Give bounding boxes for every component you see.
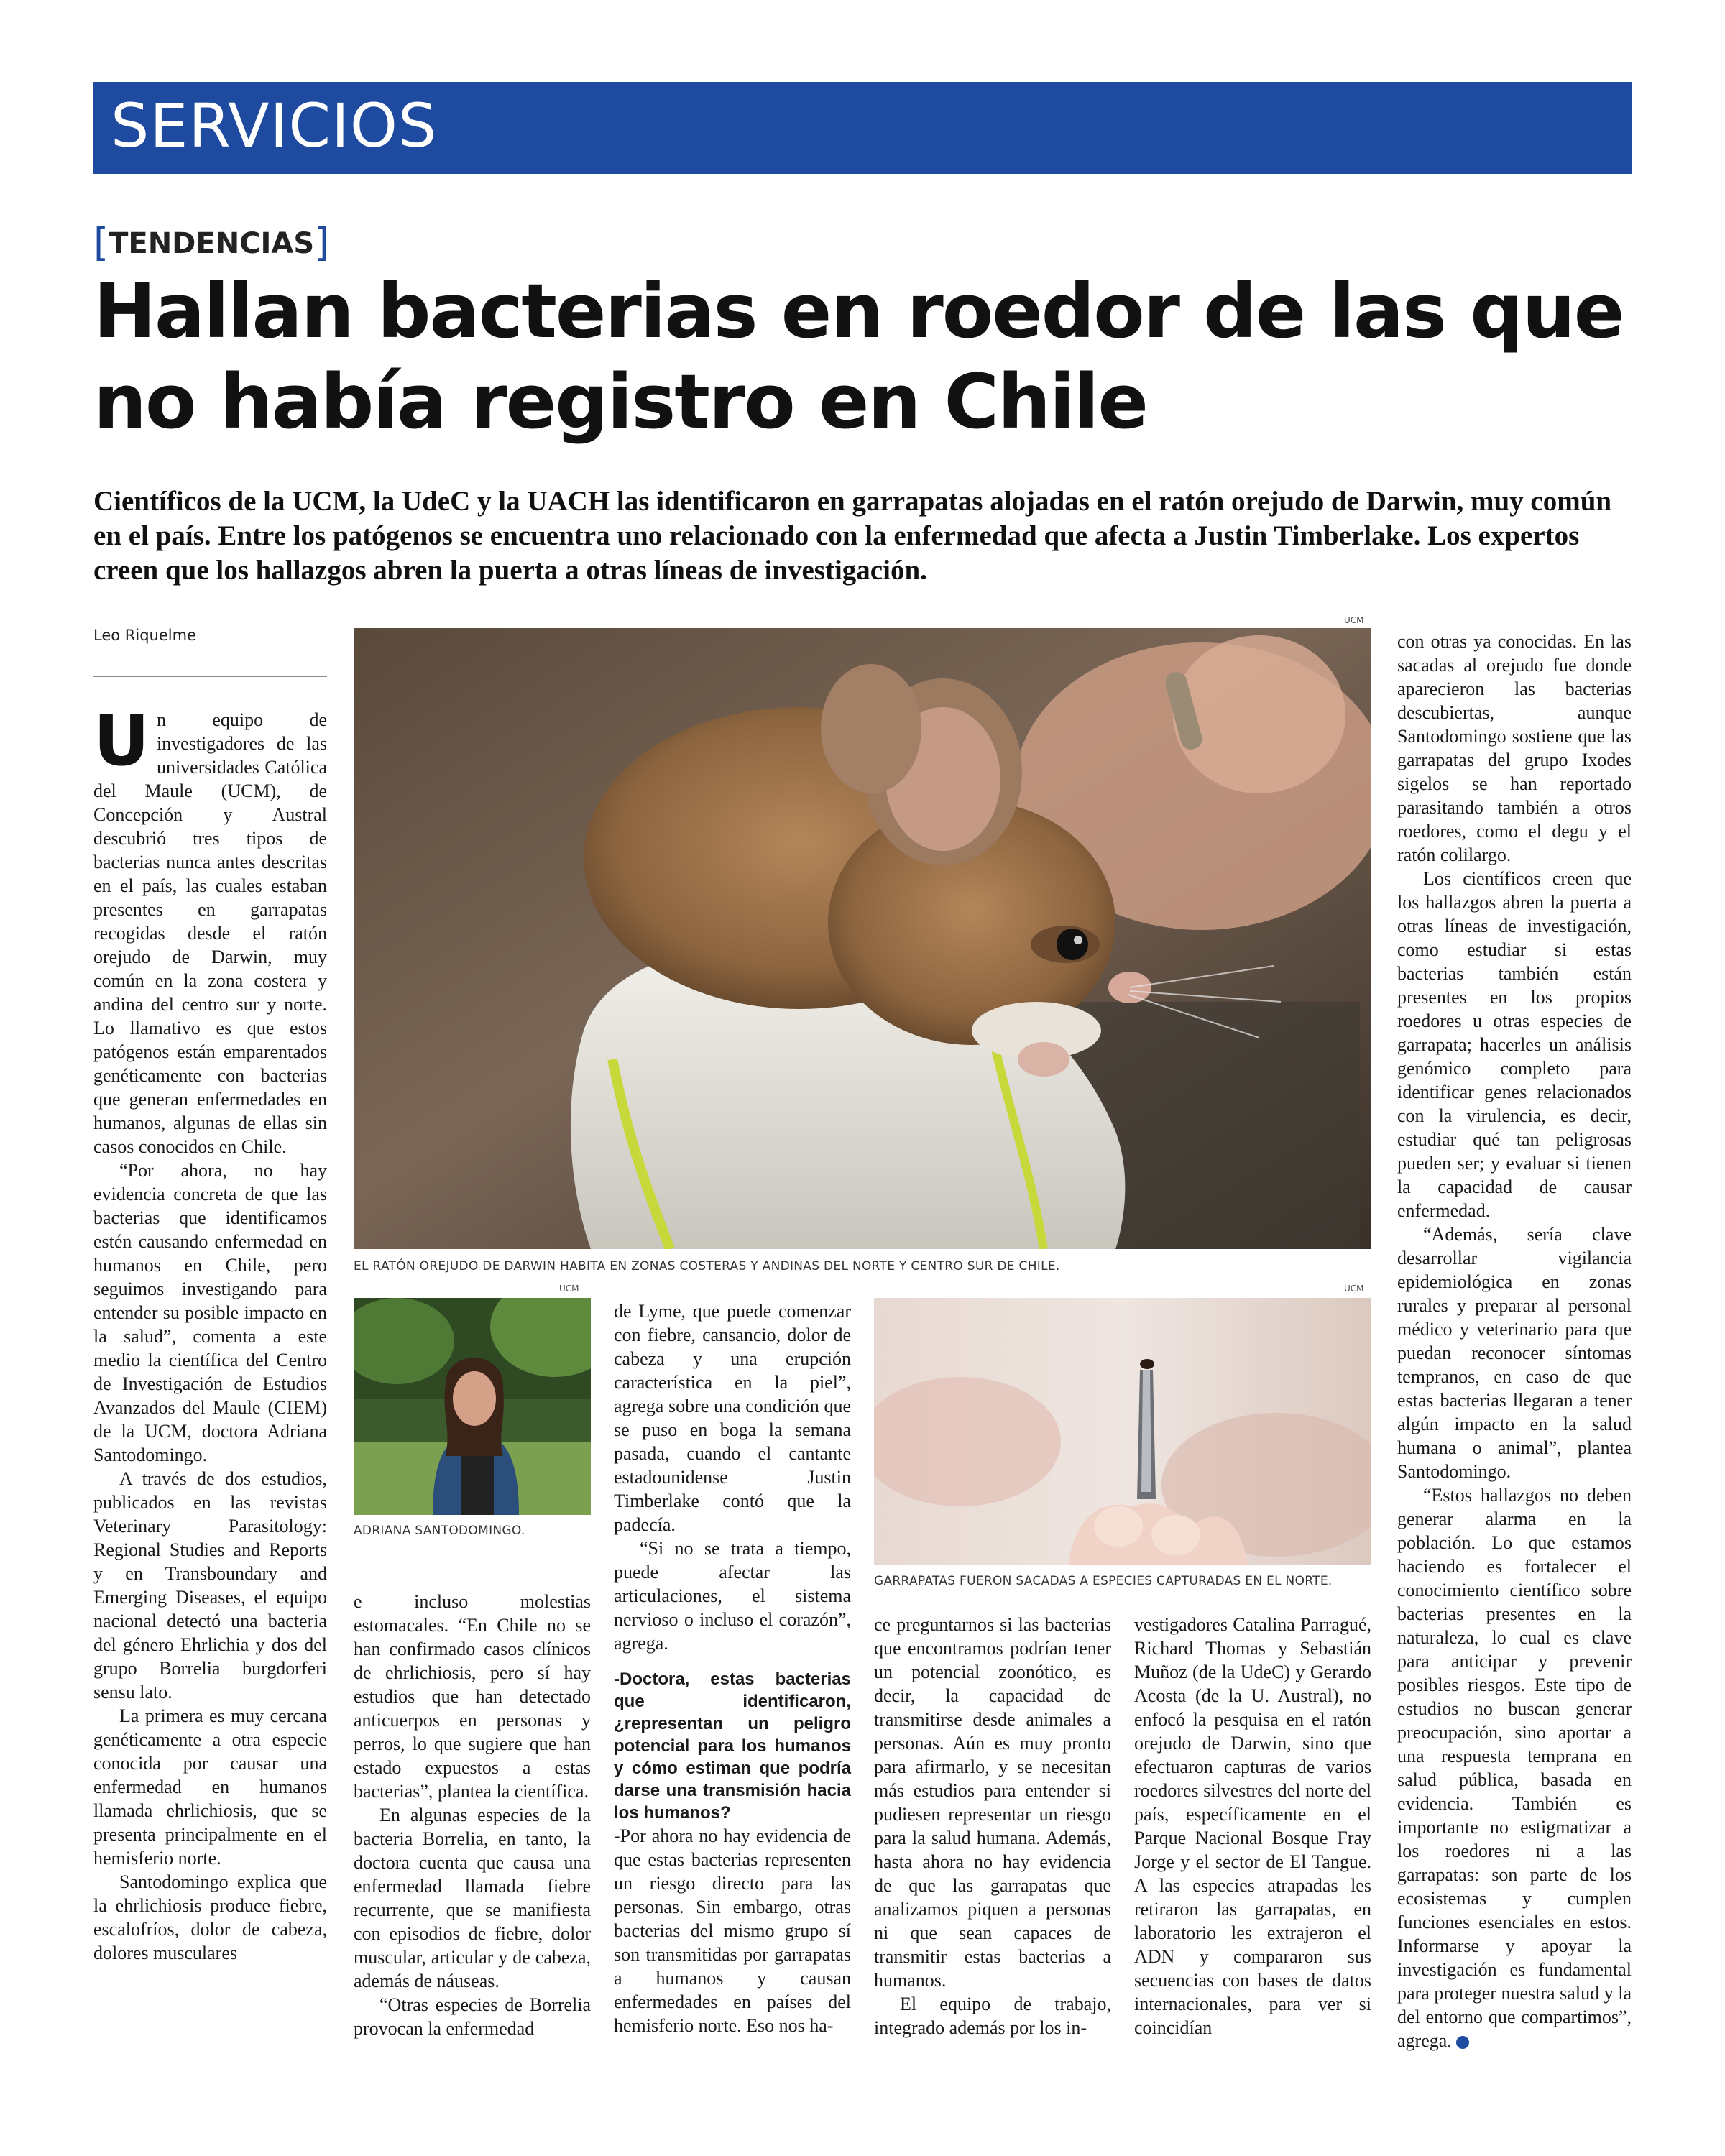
photo-credit-main: UCM — [1344, 615, 1364, 625]
paragraph: con otras ya conocidas. En las sacadas al orejudo fue donde aparecieron las bacterias descubiertas, aunque Santodomingo sostiene que las garrapatas del grupo Ixodes sigelos se han reportado parasitando también a otros roedores, como el degu y el ratón colilargo. — [1397, 631, 1632, 865]
paragraph: ce preguntarnos si las bacterias que encontramos podrían tener un potencial zoonótico, es decir, la capacidad de transmitirse desde animales a personas. Aún es muy pronto para afirmarlo, y se necesitan más estudios para entender si pudiesen representar un riesgo para la salud humana. Además, hasta ahora no hay evidencia de que las garrapatas que analizamos piquen a personas ni que sean capaces de transmitir estas bacterias a humanos. — [874, 1614, 1111, 1991]
photo-caption-main: EL RATÓN OREJUDO DE DARWIN HABITA EN ZONAS COSTERAS Y ANDINAS DEL NORTE Y CENTRO SUR DE CHILE. — [354, 1259, 1060, 1273]
kicker-text: TENDENCIAS — [109, 227, 315, 260]
drop-cap: U — [93, 701, 150, 781]
paragraph: “Si no se trata a tiempo, puede afectar las articulaciones, el sistema nervioso o incluso el corazón”, agrega. — [614, 1538, 851, 1654]
paragraph-text: n equipo de investigadores de las universidades Católica del Maule (UCM), de Concepción y Austral descubrió tres tipos de bacterias nunca antes descritas en el país, las cuales estaban presentes en garrapatas recogidas desde el ratón orejudo de Darwin, muy común en la zona costera y andina del centro sur y norte. Lo llamativo es que estos patógenos están emparentados genéticamente con bacterias que generan enfermedades en humanos, algunas de ellas sin casos conocidos en Chile. — [93, 709, 327, 1157]
article-column-5 — [1134, 1613, 1371, 2040]
headline — [93, 266, 1632, 447]
tick-photo — [874, 1298, 1371, 1565]
section-banner — [93, 82, 1632, 174]
interview-question: -Doctora, estas bacterias que identificaron, ¿representan un peligro potencial para los humanos y cómo estiman que podría darse una transmisión hacia los humanos? — [614, 1669, 851, 1823]
paragraph: A través de dos estudios, publicados en las revistas Veterinary Parasitology: Regional Studies and Reports y en Transboundary and Emerging Diseases, el equipo nacional detectó una bacteria del género Ehrlichia y dos del grupo Borrelia burgdorferi sensu lato. — [93, 1468, 327, 1703]
section-title: SERVICIOS — [111, 91, 438, 161]
paragraph: e incluso molestias estomacales. “En Chile no se han confirmado casos clínicos de ehrlichiosis, pero sí hay estudios que han detectado anticuerpos en personas y perros, lo que sugiere que han estado expuestos a estas bacterias”, plantea la científica. — [354, 1591, 591, 1802]
photo-caption-tick: GARRAPATAS FUERON SACADAS A ESPECIES CAPTURADAS EN EL NORTE. — [874, 1574, 1333, 1588]
kicker — [93, 217, 330, 265]
paragraph-text: “Estos hallazgos no deben generar alarma en la población. Lo que estamos haciendo es fortalecer el conocimiento científico sobre bacterias presentes en la naturaleza, lo cual es clave para anticipar y prevenir posibles riesgos. Este tipo de estudios no buscan generar preocupación, sino aportar a una respuesta temprana en salud pública, basada en evidencia. También es importante no estigmatizar a los roedores ni a las garrapatas: son parte de los ecosistemas y cumplen funciones esenciales en estos. Informarse y apoyar la investigación es fundamental para proteger nuestra salud y la del entorno que compartimos”, agrega. — [1397, 1485, 1632, 2051]
article-column-2 — [354, 1590, 591, 2040]
mouse-photo — [354, 628, 1371, 1249]
article-column-4 — [874, 1613, 1111, 2040]
article-column-1 — [93, 701, 327, 1965]
paragraph: La primera es muy cercana genéticamente a otra especie conocida por causar una enfermedad en humanos llamada ehrlichiosis, que se presenta principalmente en el hemisferio norte. — [93, 1705, 327, 1869]
paragraph: -Por ahora no hay evidencia de que estas bacterias representen un riesgo directo para las personas. Sin embargo, otras bacterias del mismo grupo sí son transmitidas por garrapatas a humanos y causan enfermedades en países del hemisferio norte. Eso nos ha- — [614, 1825, 851, 2036]
photo-credit-tick: UCM — [1344, 1284, 1364, 1294]
lede: Científicos de la UCM, la UdeC y la UACH las identificaron en garrapatas alojadas en el ratón orejudo de Darwin, muy común en el país. Entre los patógenos se encuentra uno relacionado con la enfermedad que afecta a Justin Timberlake. Los expertos creen que los hallazgos abren la puerta a otras líneas de investigación. — [93, 486, 1612, 586]
paragraph — [93, 701, 327, 1158]
paragraph: vestigadores Catalina Parragué, Richard Thomas y Sebastián Muñoz (de la UdeC) y Gerardo Acosta (de la U. Austral), no enfocó la pesquisa en el ratón orejudo de Darwin, sino que efectuaron capturas de varios roedores silvestres del norte del país, específicamente en el Parque Nacional Bosque Fray Jorge y el sector de El Tangue. A las especies atrapadas les retiraron las garrapatas, en laboratorio les extrajeron el ADN y compararon sus secuencias con bases de datos internacionales, para ver si coincidían — [1134, 1614, 1371, 2038]
tick-photo-image — [874, 1298, 1371, 1565]
paragraph: Los científicos creen que los hallazgos abren la puerta a otras líneas de investigación, como estudiar si estas bacterias también están presentes en los propios roedores u otras especies de garrapata; hacerles un análisis genómico completo para identificar genes relacionados con la virulencia, es decir, estudiar qué tan peligrosas pueden ser; y evaluar si tienen la capacidad de causar enfermedad. — [1397, 868, 1632, 1221]
headline-line-2: no había registro en Chile — [93, 358, 1147, 446]
author-divider — [93, 676, 327, 677]
portrait-photo-image — [354, 1298, 591, 1515]
paragraph — [1397, 1483, 1632, 2053]
kicker-bracket-left: [ — [93, 220, 109, 265]
paragraph: de Lyme, que puede comenzar con fiebre, cansancio, dolor de cabeza y una erupción característica en la piel”, agrega sobre una condición que se puso en boga la semana pasada, cuando el cantante estadounidense Justin Timberlake contó que la padecía. — [614, 1301, 851, 1535]
paragraph: “Además, sería clave desarrollar vigilancia epidemiológica en zonas rurales y preparar al personal médico y veterinario para que puedan reconocer síntomas tempranos, en caso de que estas bacterias llegaran a tener algún impacto en la salud humana o animal”, plantea Santodomingo. — [1397, 1224, 1632, 1482]
end-mark-icon: ✪ — [1456, 2036, 1469, 2049]
author-byline: Leo Riquelme — [93, 627, 196, 644]
paragraph: Santodomingo explica que la ehrlichiosis produce fiebre, escalofríos, dolor de cabeza, dolores musculares — [93, 1871, 327, 1963]
paragraph: “Por ahora, no hay evidencia concreta de que las bacterias que identificamos estén causando enfermedad en humanos en Chile, pero seguimos investigando para entender su posible impacto en la salud”, comenta a este medio la científica del Centro de Investigación de Estudios Avanzados del Maule (CIEM) de la UCM, doctora Adriana Santodomingo. — [93, 1160, 327, 1465]
article-column-6 — [1397, 630, 1632, 2053]
paragraph: En algunas especies de la bacteria Borrelia, en tanto, la doctora cuenta que causa una enfermedad llamada fiebre recurrente, que se manifiesta con episodios de fiebre, dolor muscular, articular y de cabeza, además de náuseas. — [354, 1805, 591, 1991]
article-column-3 — [614, 1299, 851, 2037]
paragraph: El equipo de trabajo, integrado además por los in- — [874, 1994, 1111, 2038]
photo-caption-portrait: ADRIANA SANTODOMINGO. — [354, 1524, 525, 1538]
kicker-bracket-right: ] — [314, 220, 330, 265]
headline-line-1: Hallan bacterias en roedor de las que — [93, 267, 1624, 355]
mouse-photo-image — [354, 628, 1371, 1249]
paragraph: “Otras especies de Borrelia provocan la enfermedad — [354, 1994, 591, 2039]
photo-credit-portrait: UCM — [559, 1284, 579, 1294]
portrait-photo — [354, 1298, 591, 1515]
